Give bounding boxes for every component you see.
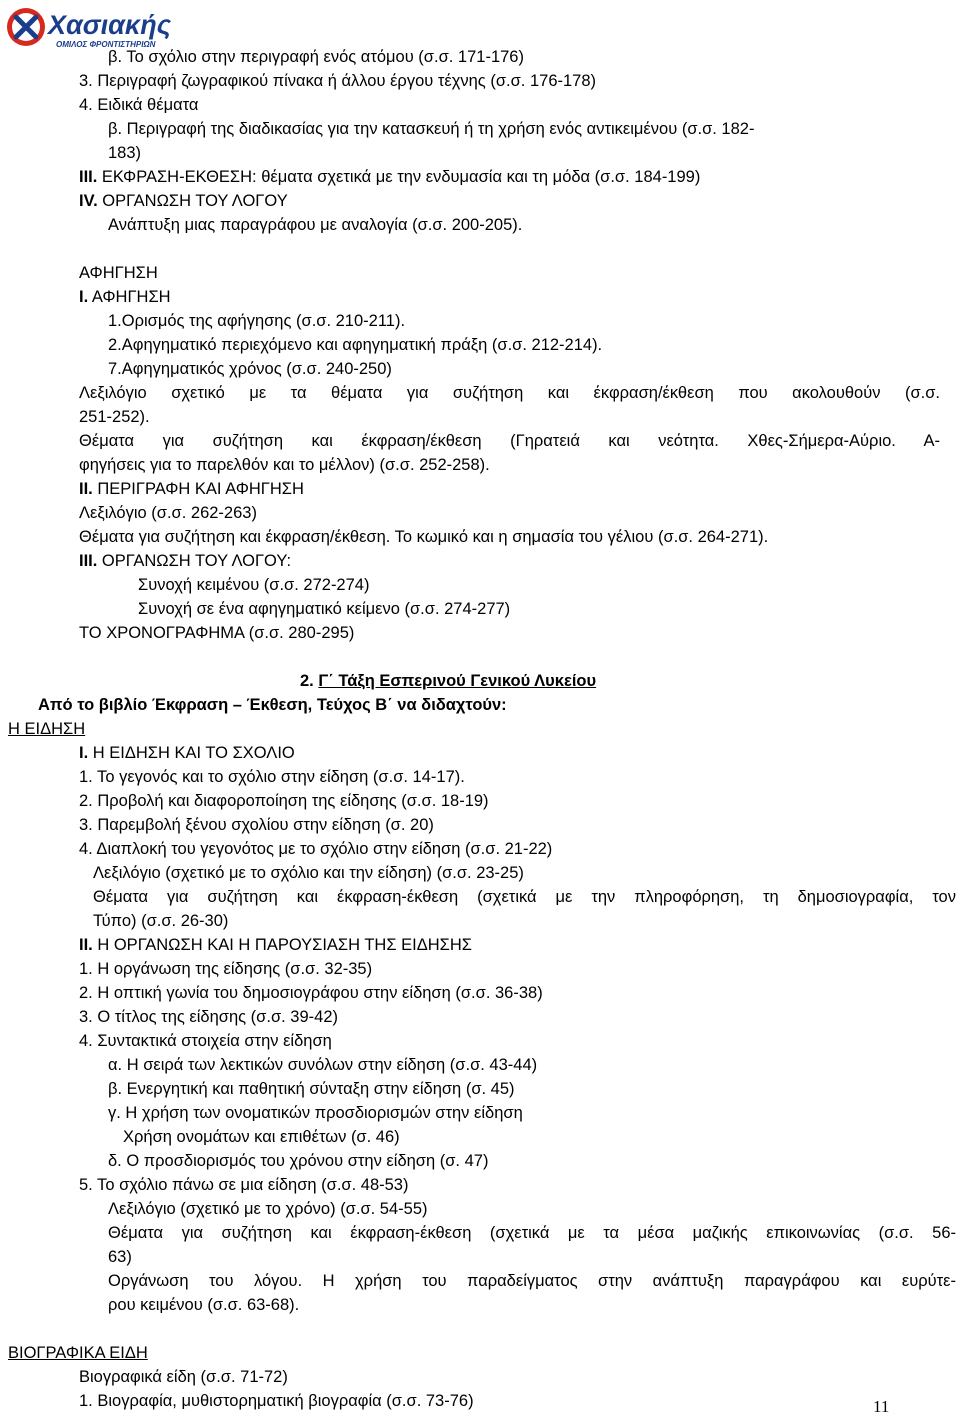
text-line: Λεξιλόγιο (σ.σ. 262-263): [79, 504, 257, 522]
roman-numeral: ΙΙ.: [79, 480, 93, 498]
book-heading: Από το βιβλίο Έκφραση – Έκθεση, Τεύχος Β΄ να διδαχτούν:: [38, 696, 507, 714]
text-line: Λεξιλόγιο σχετικό με τα θέματα για συζήτηση και έκφραση/έκθεση που ακολουθούν (σ.σ.: [79, 384, 940, 402]
text-line: ρου κειμένου (σ.σ. 63-68).: [108, 1296, 300, 1314]
text-line: 4. Διαπλοκή του γεγονότος με το σχόλιο στην είδηση (σ.σ. 21-22): [79, 840, 553, 858]
heading-text: Η ΕΙΔΗΣΗ ΚΑΙ ΤΟ ΣΧΟΛΙΟ: [88, 744, 295, 762]
section-heading: [79, 742, 295, 764]
text-line: Συνοχή σε ένα αφηγηματικό κείμενο (σ.σ. 274-277): [138, 600, 511, 618]
roman-numeral: Ι.: [79, 744, 89, 762]
section-heading: [79, 478, 304, 500]
roman-numeral: ΙΙΙ.: [79, 168, 98, 186]
text-line: α. Η σειρά των λεκτικών συνόλων στην είδηση (σ.σ. 43-44): [108, 1056, 538, 1074]
genre-heading: Η ΕΙΔΗΣΗ: [8, 720, 86, 738]
text-line: 5. Το σχόλιο πάνω σε μια είδηση (σ.σ. 48-53): [79, 1176, 409, 1194]
section-heading: ΑΦΗΓΗΣΗ: [79, 264, 158, 282]
page-number: 11: [873, 1397, 890, 1416]
class-heading-title: Γ΄ Τάξη Εσπερινού Γενικού Λυκείου: [318, 672, 597, 690]
text-line: 2.Αφηγηματικό περιεχόμενο και αφηγηματική πράξη (σ.σ. 212-214).: [108, 336, 603, 354]
roman-numeral: ΙΙ.: [79, 936, 93, 954]
text-line: β. Ενεργητική και παθητική σύνταξη στην είδηση (σ. 45): [108, 1080, 515, 1098]
text-line: φηγήσεις για το παρελθόν και το μέλλον) (σ.σ. 252-258).: [79, 456, 490, 474]
section-heading: [79, 286, 171, 308]
logo-brand-text: Χασιακής: [48, 10, 172, 40]
class-heading: [300, 670, 596, 692]
text-line: 2. Προβολή και διαφοροποίηση της είδησης (σ.σ. 18-19): [79, 792, 489, 810]
text-line: Θέματα για συζήτηση και έκφραση/έκθεση (Γηρατειά και νεότητα. Χθες-Σήμερα-Αύριο. Α-: [79, 432, 940, 450]
section-heading: [79, 166, 700, 188]
text-line: γ. Η χρήση των ονοματικών προσδιορισμών στην είδηση: [108, 1104, 523, 1122]
heading-text: Η ΟΡΓΑΝΩΣΗ ΚΑΙ Η ΠΑΡΟΥΣΙΑΣΗ ΤΗΣ ΕΙΔΗΣΗΣ: [92, 936, 472, 954]
text-line: Θέματα για συζήτηση και έκφραση-έκθεση (σχετικά με την πληροφόρηση, τη δημοσιογραφία, τον: [93, 888, 956, 906]
section-heading: [79, 550, 291, 572]
text-line: Λεξιλόγιο (σχετικό με το σχόλιο και την είδηση) (σ.σ. 23-25): [93, 864, 524, 882]
text-line: ΤΟ ΧΡΟΝΟΓΡΑΦΗΜΑ (σ.σ. 280-295): [79, 624, 355, 642]
section-heading: [79, 934, 472, 956]
text-line: Οργάνωση του λόγου. Η χρήση του παραδείγματος στην ανάπτυξη παραγράφου και ευρύτε-: [108, 1272, 956, 1290]
text-line: 63): [108, 1248, 132, 1266]
text-line: Ανάπτυξη μιας παραγράφου με αναλογία (σ.σ. 200-205).: [108, 216, 523, 234]
text-line: 251-252).: [79, 408, 150, 426]
text-line: δ. Ο προσδιορισμός του χρόνου στην είδηση (σ. 47): [108, 1152, 489, 1170]
heading-text: ΑΦΗΓΗΣΗ: [88, 288, 171, 306]
text-line: Τύπο) (σ.σ. 26-30): [93, 912, 229, 930]
roman-numeral: IV.: [79, 192, 98, 210]
text-line: 3. Περιγραφή ζωγραφικού πίνακα ή άλλου έργου τέχνης (σ.σ. 176-178): [79, 72, 597, 90]
text-line: 2. Η οπτική γωνία του δημοσιογράφου στην είδηση (σ.σ. 36-38): [79, 984, 543, 1002]
text-line: 3. Ο τίτλος της είδησης (σ.σ. 39-42): [79, 1008, 338, 1026]
text-line: 7.Αφηγηματικός χρόνος (σ.σ. 240-250): [108, 360, 392, 378]
text-line: 1. Βιογραφία, μυθιστορηματική βιογραφία (σ.σ. 73-76): [79, 1392, 474, 1410]
heading-text: ΠΕΡΙΓΡΑΦΗ ΚΑΙ ΑΦΗΓΗΣΗ: [92, 480, 304, 498]
text-line: 3. Παρεμβολή ξένου σχολίου στην είδηση (σ. 20): [79, 816, 434, 834]
text-line: Θέματα για συζήτηση και έκφραση/έκθεση. Το κωμικό και η σημασία του γέλιου (σ.σ. 264-271).: [79, 528, 769, 546]
text-line: 183): [108, 144, 142, 162]
text-line: Χρήση ονομάτων και επιθέτων (σ. 46): [123, 1128, 400, 1146]
genre-heading: ΒΙΟΓΡΑΦΙΚΑ ΕΙΔΗ: [8, 1344, 148, 1362]
text-line: β. Περιγραφή της διαδικασίας για την κατασκευή ή τη χρήση ενός αντικειμένου (σ.σ. 182-: [108, 120, 755, 138]
text-line: Βιογραφικά είδη (σ.σ. 71-72): [79, 1368, 288, 1386]
logo-subtitle-text: ΟΜΙΛΟΣ ΦΡΟΝΤΙΣΤΗΡΙΩΝ: [56, 40, 156, 49]
roman-numeral: ΙΙΙ.: [79, 552, 98, 570]
text-line: Συνοχή κειμένου (σ.σ. 272-274): [138, 576, 370, 594]
text-line: 4. Συντακτικά στοιχεία στην είδηση: [79, 1032, 332, 1050]
publisher-logo: [4, 4, 194, 50]
class-heading-number: 2.: [300, 672, 319, 690]
heading-text: ΕΚΦΡΑΣΗ-ΕΚΘΕΣΗ: θέματα σχετικά με την ενδυμασία και τη μόδα (σ.σ. 184-199): [97, 168, 701, 186]
text-line: 1. Το γεγονός και το σχόλιο στην είδηση (σ.σ. 14-17).: [79, 768, 465, 786]
text-line: 4. Ειδικά θέματα: [79, 96, 199, 114]
heading-text: ΟΡΓΑΝΩΣΗ ΤΟΥ ΛΟΓΟΥ: [97, 192, 288, 210]
heading-text: ΟΡΓΑΝΩΣΗ ΤΟΥ ΛΟΓΟΥ:: [97, 552, 292, 570]
roman-numeral: Ι.: [79, 288, 89, 306]
text-line: β. Το σχόλιο στην περιγραφή ενός ατόμου (σ.σ. 171-176): [108, 48, 524, 66]
text-line: Λεξιλόγιο (σχετικό με το χρόνο) (σ.σ. 54-55): [108, 1200, 428, 1218]
section-heading: [79, 190, 288, 212]
text-line: 1. Η οργάνωση της είδησης (σ.σ. 32-35): [79, 960, 373, 978]
text-line: Θέματα για συζήτηση και έκφραση-έκθεση (σχετικά με τα μέσα μαζικής επικοινωνίας (σ.σ. 56-: [108, 1224, 956, 1242]
text-line: 1.Ορισμός της αφήγησης (σ.σ. 210-211).: [108, 312, 406, 330]
